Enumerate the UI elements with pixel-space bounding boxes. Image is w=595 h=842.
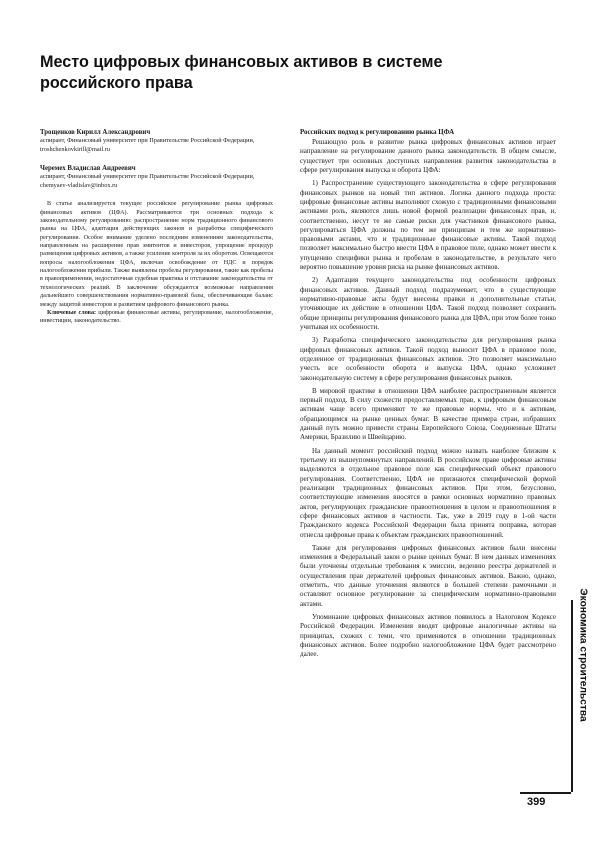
keywords-text: цифровые финансовые активы, регулирование, налогообложение, инвестиции, законодательство. [40, 309, 273, 325]
keywords [40, 309, 273, 326]
body-paragraph: Также для регулирования цифровых финансовых активов были внесены изменения в Федеральный закон о рынке ценных бумаг. В нем данных изменениях были уточнены отдельные требования к эмиссии, ведению реестра держателей и осуществления прав держателей цифровых финансовых активов. Важно, однако, отметить, что данные уточнения являются в большей степени рамочными и оставляют основное регулирование за специфическим нормативно-правовыми актами. [300, 543, 556, 608]
author-affiliation: аспирант, Финансовый университет при Правительстве Российской Федерации, [40, 173, 255, 181]
abstract: В статье анализируется текущее российское регулирование рынка цифровых финансовых активов (ЦФА). Рассматриваются три основных подхода к законодательному регулированию: распространение норм традиционного финансового рынка на ЦФА, адаптация действующих законов и разработка специфического регулирования. Особое внимание уделено последним изменениям законодательства, направленным на расширение прав эмитентов и инвесторов, упрощение процедур размещения цифровых активов, а также усиление контроля за их оборотом. Освещаются вопросы налогообложения ЦФА, включая освобождение от НДС и порядок налогообложения прибыли. Также выявлены пробелы регулирования, такие как пробелы в правоприменении, недостаточная судебная практика и отставание законодательства от технологических реалий. В заключение обсуждаются возможные направления дальнейшего совершенствования нормативно-правовой базы, обеспечивающие баланс между защитой инвесторов и развитием цифрового финансового рынка. [40, 201, 273, 308]
body-paragraph: Решающую роль в развитие рынка цифровых финансовых активов играет направление на регулирование данного рынка законодательств. В общем смысле, существует три основных доступных направления развития законодательства в сфере регулирования выпуска и оборота ЦФА: [300, 138, 556, 174]
author-email: chemyaev-vladislav@inbox.ru [40, 181, 118, 189]
right-column [300, 128, 556, 664]
footer-rule [520, 792, 571, 794]
body-paragraph: На данный момент российский подход можно назвать наиболее близким к третьему из вышеупомянутых направлений. В российском праве цифровые активы выделяются в отдельное правовое поле как специфический объект правового регулирования. Соответственно, ЦФА не признаются специфической формой реализации традиционных финансовых активов. При этом, безусловно, соответствующие изменения вносятся в рамки основных нормативно правовых актов, регулирующих гражданские правоотношения в целом и правоотношения в сфере финансовых активов в частности. Так, уже в 2019 году в 1-ой части Гражданского кодекса Российской Федерации была принята поправка, которая отнесла цифровые права к объектам гражданских правоотношений. [300, 446, 556, 539]
author-name: Трощенков Кирилл Александрович [40, 129, 151, 136]
body-paragraph: В мировой практике в отношении ЦФА наиболее распространенным является первый подход. В силу схожести предоставляемых прав, к цифровым финансовым активам чаще всего применяют те же правовые нормы, что и к активам, обращающимся на рынке ценных бумаг. В качестве примера стран, избравших данный путь можно привести страны Европейского Союза, Соединенные Штаты Америки, Бразилию и Швейцарию. [300, 386, 556, 442]
left-column [40, 128, 273, 326]
sidebar-rule [571, 600, 573, 792]
article-title: Место цифровых финансовых активов в системе российского права [40, 53, 443, 92]
journal-section-label: Экономика строительства [577, 588, 589, 722]
body-paragraph: Упоминание цифровых финансовых активов появилось в Налоговом Кодексе Российской Федерации. Изменения вводят цифровые аналогичные активы на принципах, схожих с теми, что применяются в отношении традиционных финансовых активов. Более подробно налогообложение ЦФА будет рассмотрено далее. [300, 613, 556, 659]
author-block-2 [40, 164, 273, 190]
author-email: troshchenkovkirill@mail.ru [40, 145, 110, 153]
body-paragraph: 2) Адаптация текущего законодательства под особенности цифровых финансовых активов. Данный подход подразумевает, что в существующие нормативно-правовые акты будут внесены правки и дополнительные статьи, уточняющие их действие в отношении ЦФА. Такой подход позволяет сохранить общие принципы регулирования финансового рынка для ЦФА, при этом более тонко учитывая их особенности. [300, 276, 556, 331]
body-paragraph: 1) Распространение существующего законодательства в сфере регулирования финансовых рынков на новый тип активов. Логика данного подхода проста: цифровые финансовые активы выполняют схожую с традиционными финансовыми активами роль, являются лишь новой формой реализации финансовых прав, и, соответственно, несут те же самые риски для участников финансового рынка, регулироваться ЦФА должны по тем же принципам и тем же нормативно-правовыми актами, что и традиционные финансовые активы. Такой подход позволяет максимально быстро ввести ЦФА в правовое поле, однако может ввести к упущению специфики рынка и пробелам в законодательстве, в результате чего вероятно повышение уровня риска на рынке финансовых активов. [300, 179, 556, 272]
author-name: Черемех Владислав Андреевич [40, 165, 136, 173]
author-block-1 [40, 128, 273, 154]
section-heading: Российских подход к регулированию рынка ЦФА [300, 129, 455, 136]
keywords-label: Ключевые слова: [47, 309, 97, 316]
page-number: 399 [527, 796, 546, 808]
body-paragraph: 3) Разработка специфического законодательства для регулирования рынка цифровых финансовых активов. Такой подход выносит ЦФА в правовое поле, отделенное от традиционных финансовых активов. Это позволяет максимально учесть все особенности оборота и выпуска ЦФА, однако усложняет законодательную систему в сфере регулирования финансовых рынков. [300, 336, 556, 382]
author-affiliation: аспирант, Финансовый университет при Правительстве Российской Федерации, [40, 137, 255, 144]
